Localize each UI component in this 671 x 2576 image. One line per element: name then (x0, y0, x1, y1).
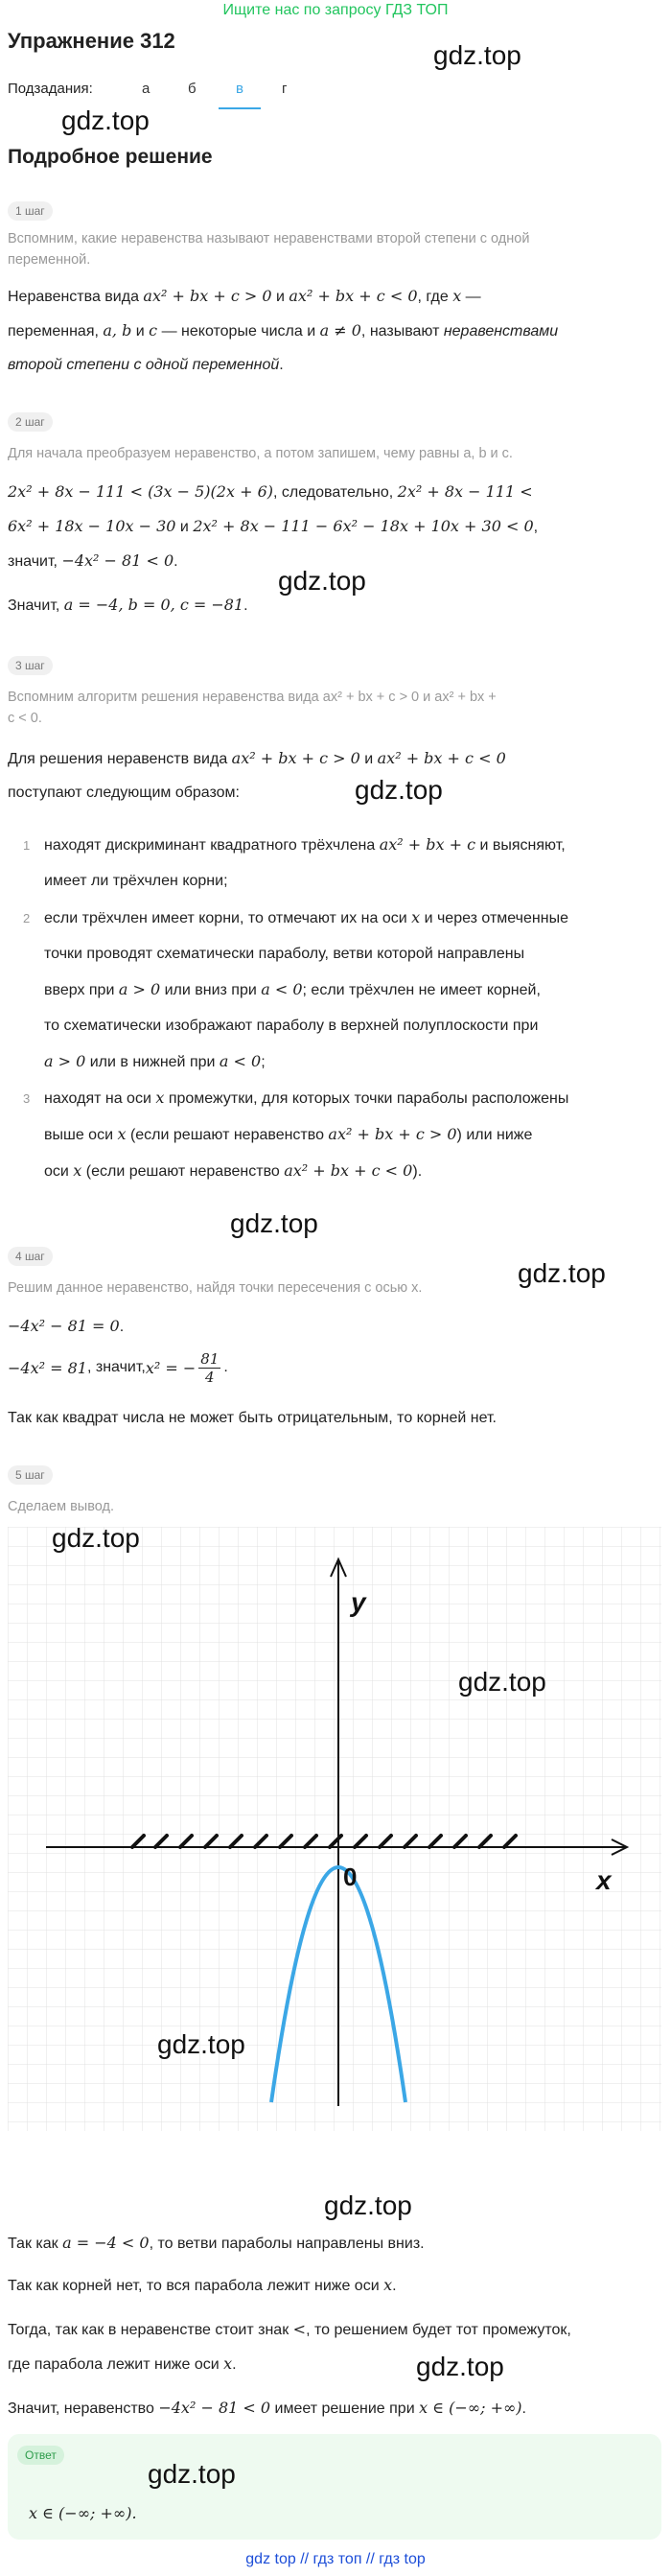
parabola-graph (8, 1527, 661, 2131)
list-number: 2 (23, 911, 31, 925)
subtask-tab-a[interactable]: а (142, 81, 150, 97)
answer-value: x ∈ (−∞; +∞). (29, 2504, 137, 2522)
text-line: −4x² = 81 , значит, x² = − $\frac{81}{4}$ . (8, 1349, 228, 1386)
watermark: gdz.top (416, 2352, 504, 2381)
subtask-tab-g[interactable]: г (282, 81, 288, 97)
watermark: gdz.top (433, 40, 521, 70)
step-badge: 3 шаг (8, 656, 53, 675)
watermark: gdz.top (324, 2190, 412, 2220)
text-line: переменная, a, b и c — некоторые числа и a ≠ 0, называют неравенствами (8, 321, 559, 340)
graph-grid (8, 1527, 661, 2131)
section-title: Подробное решение (8, 146, 213, 168)
page-title: Упражнение 312 (8, 29, 175, 53)
watermark: gdz.top (458, 1667, 546, 1697)
text-line: Значит, a = −4, b = 0, c = −81. (8, 596, 248, 614)
step-note: Сделаем вывод. (8, 1499, 115, 1514)
step-note: Вспомним алгоритм решения неравенства вида ax² + bx + c > 0 и ax² + bx + c < 0. (8, 690, 497, 726)
text-line: Так как a = −4 < 0, то ветви параболы направлены вниз. (8, 2234, 425, 2252)
step-note: Решим данное неравенство, найдя точки пересечения с осью x. (8, 1280, 423, 1296)
list-item: находят на оси x промежутки, для которых точки параболы расположены выше оси x (если решают неравенство ax² + bx + c > 0) или ниже оси x (если решают неравенство ax² + bx + c < 0). (44, 1089, 569, 1180)
text-line: Для решения неравенств вида ax² + bx + c > 0 и ax² + bx + c < 0 (8, 749, 506, 767)
text-line: −4x² − 81 = 0. (8, 1317, 125, 1335)
origin-label: 0 (343, 1862, 358, 1891)
step-note: Для начала преобразуем неравенство, а потом запишем, чему равны a, b и c. (8, 446, 513, 461)
step-note: Вспомним, какие неравенства называют неравенствами второй степени с одной переменной. (8, 231, 530, 268)
text-line: Так как квадрат числа не может быть отрицательным, то корней нет. (8, 1410, 497, 1426)
watermark: gdz.top (355, 775, 443, 805)
step-badge: 2 шаг (8, 412, 53, 432)
list-item: находят дискриминант квадратного трёхчлена ax² + bx + c и выясняют, имеет ли трёхчлен корни; (44, 835, 566, 889)
watermark: gdz.top (278, 566, 366, 596)
text-line: Тогда, так как в неравенстве стоит знак <, то решением будет тот промежуток, (8, 2320, 571, 2338)
step-badge: 4 шаг (8, 1247, 53, 1266)
step-badge: 1 шаг (8, 201, 53, 221)
watermark: gdz.top (518, 1258, 606, 1288)
watermark: gdz.top (230, 1208, 318, 1238)
text-line: поступают следующим образом: (8, 785, 240, 801)
subtask-tab-b[interactable]: б (188, 81, 197, 97)
list-number: 1 (23, 838, 31, 853)
answer-badge: Ответ (17, 2446, 64, 2465)
watermark: gdz.top (61, 105, 150, 135)
text-line: значит, −4x² − 81 < 0. (8, 551, 178, 570)
text-line: Неравенства вида ax² + bx + c > 0 и ax² + bx + c < 0, где x — (8, 287, 481, 305)
step-badge: 5 шаг (8, 1465, 53, 1485)
text-line: 6x² + 18x − 10x − 30 и 2x² + 8x − 111 − 6x² − 18x + 10x + 30 < 0, (8, 517, 539, 535)
watermark: gdz.top (52, 1523, 140, 1553)
text-line: Значит, неравенство −4x² − 81 < 0 имеет решение при x ∈ (−∞; +∞). (8, 2399, 526, 2417)
list-number: 3 (23, 1091, 31, 1106)
footer-links[interactable]: gdz top // гдз топ // гдз top (245, 2551, 426, 2567)
x-axis-label: x (596, 1865, 612, 1895)
list-item: если трёхчлен имеет корни, то отмечают их на оси x и через отмеченные точки проводят схематически параболу, ветви которой направлены вверх при a > 0 или вниз при a < 0; если трёхчлен не имеет корней, то схематически изображают параболу в верхней полуплоскости при a > 0 или в нижней при a < 0; (44, 908, 568, 1070)
y-axis-label: y (351, 1587, 366, 1617)
text-line: Так как корней нет, то вся парабола лежит ниже оси x. (8, 2276, 397, 2294)
watermark: gdz.top (148, 2459, 236, 2489)
text-line: 2x² + 8x − 111 < (3x − 5)(2x + 6), следовательно, 2x² + 8x − 111 < (8, 482, 533, 501)
top-banner[interactable]: Ищите нас по запросу ГДЗ ТОП (222, 2, 449, 18)
subtasks-label: Подзадания: (8, 81, 93, 97)
active-tab-indicator (219, 107, 261, 109)
subtask-tab-v[interactable]: в (236, 81, 243, 97)
text-line: второй степени с одной переменной. (8, 357, 284, 373)
watermark: gdz.top (157, 2029, 245, 2059)
text-line: где парабола лежит ниже оси x. (8, 2354, 237, 2373)
